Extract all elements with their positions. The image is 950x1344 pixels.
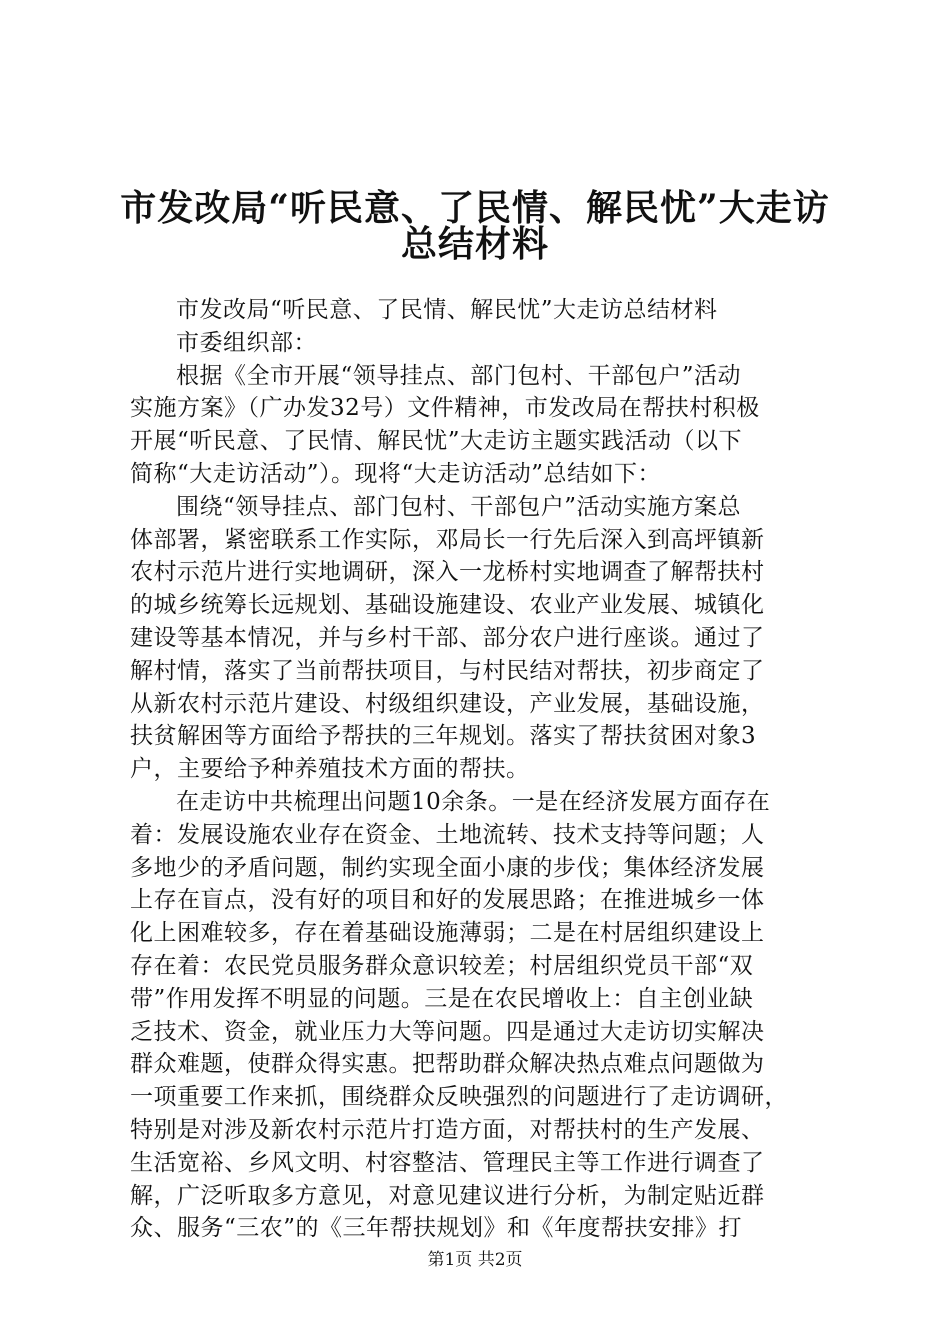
body-line: 存在着：农民党员服务群众意识较差；村居组织党员干部“双 bbox=[130, 952, 754, 979]
document-title-line-1: 市发改局“听民意、了民情、解民忧”大走访 bbox=[120, 187, 830, 229]
body-line: 简称“大走访活动”）。现将“大走访活动”总结如下： bbox=[130, 460, 662, 487]
document-title-line-2: 总结材料 bbox=[400, 223, 549, 265]
body-line: 化上困难较多，存在着基础设施薄弱；二是在村居组织建设上 bbox=[130, 920, 765, 947]
body-line: 解，广泛听取多方意见，对意见建议进行分析，为制定贴近群 bbox=[130, 1182, 765, 1209]
body-line: 市委组织部： bbox=[176, 329, 317, 356]
body-line: 群众难题，使群众得实惠。把帮助群众解决热点难点问题做为 bbox=[130, 1051, 765, 1078]
body-line: 带”作用发挥不明显的问题。三是在农民增收上：自主创业缺 bbox=[130, 985, 754, 1012]
document-body bbox=[130, 294, 835, 1245]
body-line: 根据《全市开展“领导挂点、部门包村、干部包户”活动 bbox=[176, 362, 742, 389]
body-line: 建设等基本情况，并与乡村干部、部分农户进行座谈。通过了 bbox=[130, 624, 765, 651]
page-number-footer: 第1页 共2页 bbox=[427, 1250, 523, 1270]
body-line: 开展“听民意、了民情、解民忧”大走访主题实践活动（以下 bbox=[130, 428, 743, 455]
body-line: 解村情，落实了当前帮扶项目，与村民结对帮扶，初步商定了 bbox=[130, 657, 765, 684]
body-line: 上存在盲点，没有好的项目和好的发展思路；在推进城乡一体 bbox=[130, 887, 765, 914]
body-line: 乏技术、资金，就业压力大等问题。四是通过大走访切实解决 bbox=[130, 1018, 765, 1045]
body-line: 体部署，紧密联系工作实际，邓局长一行先后深入到高坪镇新 bbox=[130, 526, 765, 553]
body-line: 特别是对涉及新农村示范片打造方面，对帮扶村的生产发展、 bbox=[130, 1116, 765, 1143]
body-line: 一项重要工作来抓，围绕群众反映强烈的问题进行了走访调研， bbox=[130, 1084, 788, 1111]
body-line: 的城乡统筹长远规划、基础设施建设、农业产业发展、城镇化 bbox=[130, 592, 765, 619]
body-line: 市发改局“听民意、了民情、解民忧”大走访总结材料 bbox=[176, 297, 718, 323]
body-line: 扶贫解困等方面给予帮扶的三年规划。落实了帮扶贫困对象3 bbox=[130, 723, 757, 750]
body-line: 围绕“领导挂点、部门包村、干部包户”活动实施方案总 bbox=[176, 493, 742, 520]
body-line: 生活宽裕、乡风文明、村容整洁、管理民主等工作进行调查了 bbox=[130, 1149, 765, 1176]
body-line: 着：发展设施农业存在资金、土地流转、技术支持等问题；人 bbox=[130, 821, 765, 848]
body-line: 农村示范片进行实地调研，深入一龙桥村实地调查了解帮扶村 bbox=[130, 559, 765, 586]
body-line: 众、服务“三农”的《三年帮扶规划》和《年度帮扶安排》打 bbox=[130, 1215, 743, 1242]
body-line: 实施方案》（广办发32号）文件精神，市发改局在帮扶村积极 bbox=[130, 395, 760, 422]
body-line: 在走访中共梳理出问题10余条。一是在经济发展方面存在 bbox=[176, 788, 771, 815]
body-line: 户，主要给予种养殖技术方面的帮扶。 bbox=[130, 756, 530, 783]
body-line: 多地少的矛盾问题，制约实现全面小康的步伐；集体经济发展 bbox=[130, 854, 765, 881]
body-line: 从新农村示范片建设、村级组织建设，产业发展，基础设施， bbox=[130, 690, 765, 717]
